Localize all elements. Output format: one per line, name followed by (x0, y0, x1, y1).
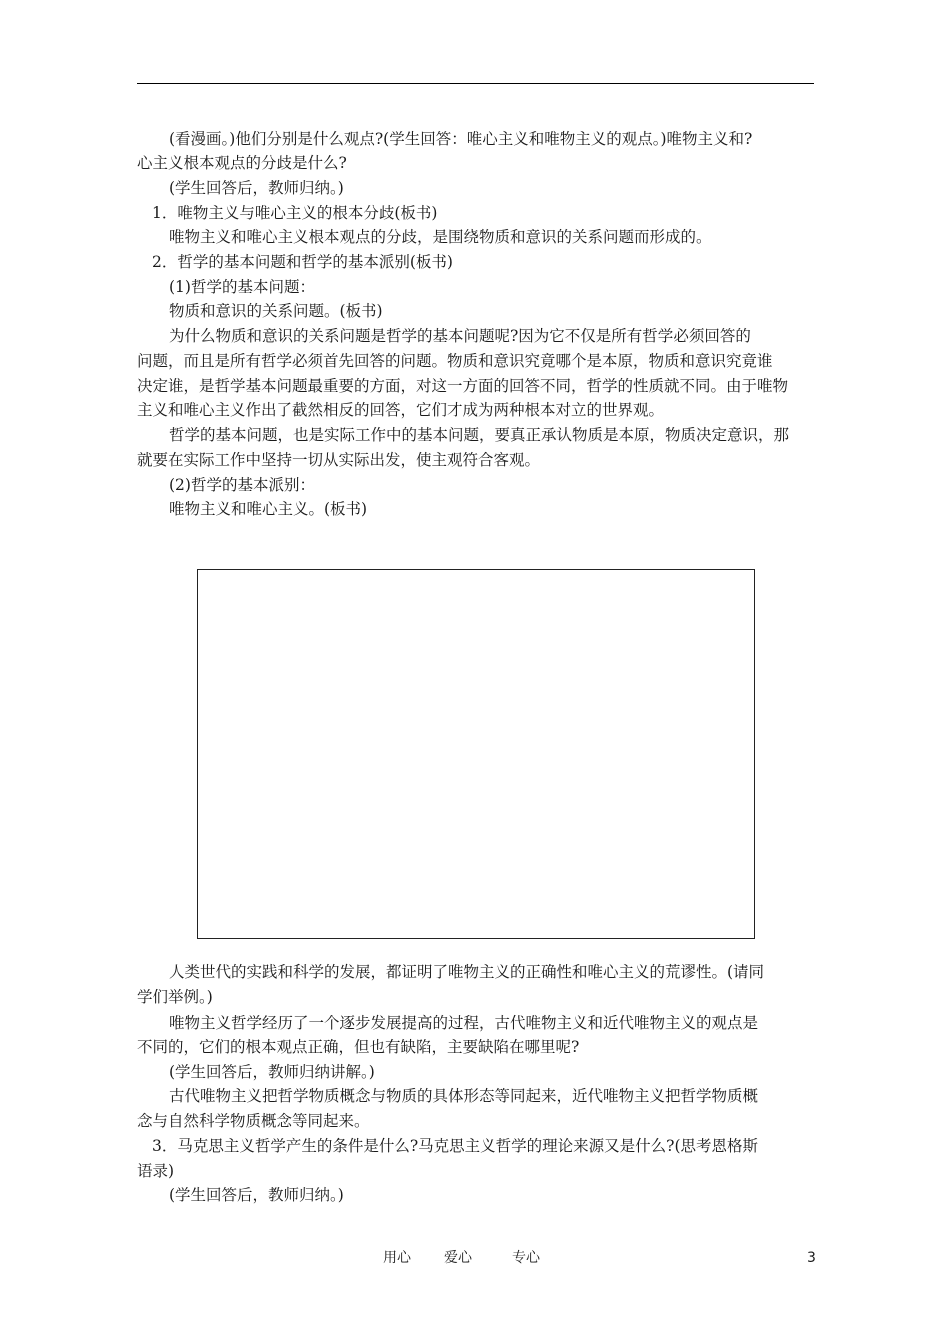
paragraph-line: 古代唯物主义把哲学物质概念与物质的具体形态等同起来，近代唯物主义把哲学物质概 (169, 1087, 759, 1105)
footer-motto: 专心 (512, 1250, 540, 1266)
paragraph-line: 唯物主义哲学经历了一个逐步发展提高的过程，古代唯物主义和近代唯物主义的观点是 (169, 1014, 759, 1032)
paragraph-line: 心主义根本观点的分歧是什么? (137, 154, 347, 172)
paragraph-line: 唯物主义和唯心主义根本观点的分歧，是围绕物质和意识的关系问题而形成的。 (169, 228, 712, 246)
comic-image-placeholder (197, 569, 755, 939)
paragraph-line: 人类世代的实践和科学的发展，都证明了唯物主义的正确性和唯心主义的荒谬性。(请同 (169, 963, 765, 981)
paragraph-line: 哲学的基本问题，也是实际工作中的基本问题，要真正承认物质是本原，物质决定意识，那 (169, 426, 790, 444)
sub-heading: (2)哲学的基本派别： (169, 476, 315, 494)
paragraph-line: 念与自然科学物质概念等同起来。 (137, 1112, 370, 1130)
paragraph-line: 主义和唯心主义作出了截然相反的回答，它们才成为两种根本对立的世界观。 (137, 401, 665, 419)
paragraph-line: 学们举例。) (137, 988, 213, 1006)
paragraph-line: (看漫画。)他们分别是什么观点?(学生回答：唯心主义和唯物主义的观点。)唯物主义和? (169, 130, 753, 148)
paragraph-line: 问题，而且是所有哲学必须首先回答的问题。物质和意识究竟哪个是本原，物质和意识究竟谁 (137, 352, 773, 370)
paragraph-line: (学生回答后，教师归纳。) (169, 1186, 344, 1204)
paragraph-line: (学生回答后，教师归纳讲解。) (169, 1063, 375, 1081)
paragraph-line: 为什么物质和意识的关系问题是哲学的基本问题呢?因为它不仅是所有哲学必须回答的 (169, 327, 751, 345)
sub-heading: (1)哲学的基本问题： (169, 278, 315, 296)
paragraph-line: 就要在实际工作中坚持一切从实际出发，使主观符合客观。 (137, 451, 541, 469)
section-heading: 2．哲学的基本问题和哲学的基本派别(板书) (152, 253, 453, 271)
section-heading: 3．马克思主义哲学产生的条件是什么?马克思主义哲学的理论来源又是什么?(思考恩格斯 (152, 1137, 759, 1155)
paragraph-line: 语录) (137, 1162, 175, 1180)
page-number: 3 (807, 1250, 816, 1266)
paragraph-line: (学生回答后，教师归纳。) (169, 179, 344, 197)
paragraph-line: 决定谁，是哲学基本问题最重要的方面，对这一方面的回答不同，哲学的性质就不同。由于唯物 (137, 377, 789, 395)
footer-motto: 爱心 (444, 1250, 472, 1266)
paragraph-line: 不同的，它们的根本观点正确，但也有缺陷，主要缺陷在哪里呢? (137, 1038, 580, 1056)
header-rule (137, 83, 814, 84)
section-heading: 1．唯物主义与唯心主义的根本分歧(板书) (152, 204, 438, 222)
paragraph-line: 唯物主义和唯心主义。(板书) (169, 500, 368, 518)
paragraph-line: 物质和意识的关系问题。(板书) (169, 302, 383, 320)
footer-motto: 用心 (383, 1250, 411, 1266)
